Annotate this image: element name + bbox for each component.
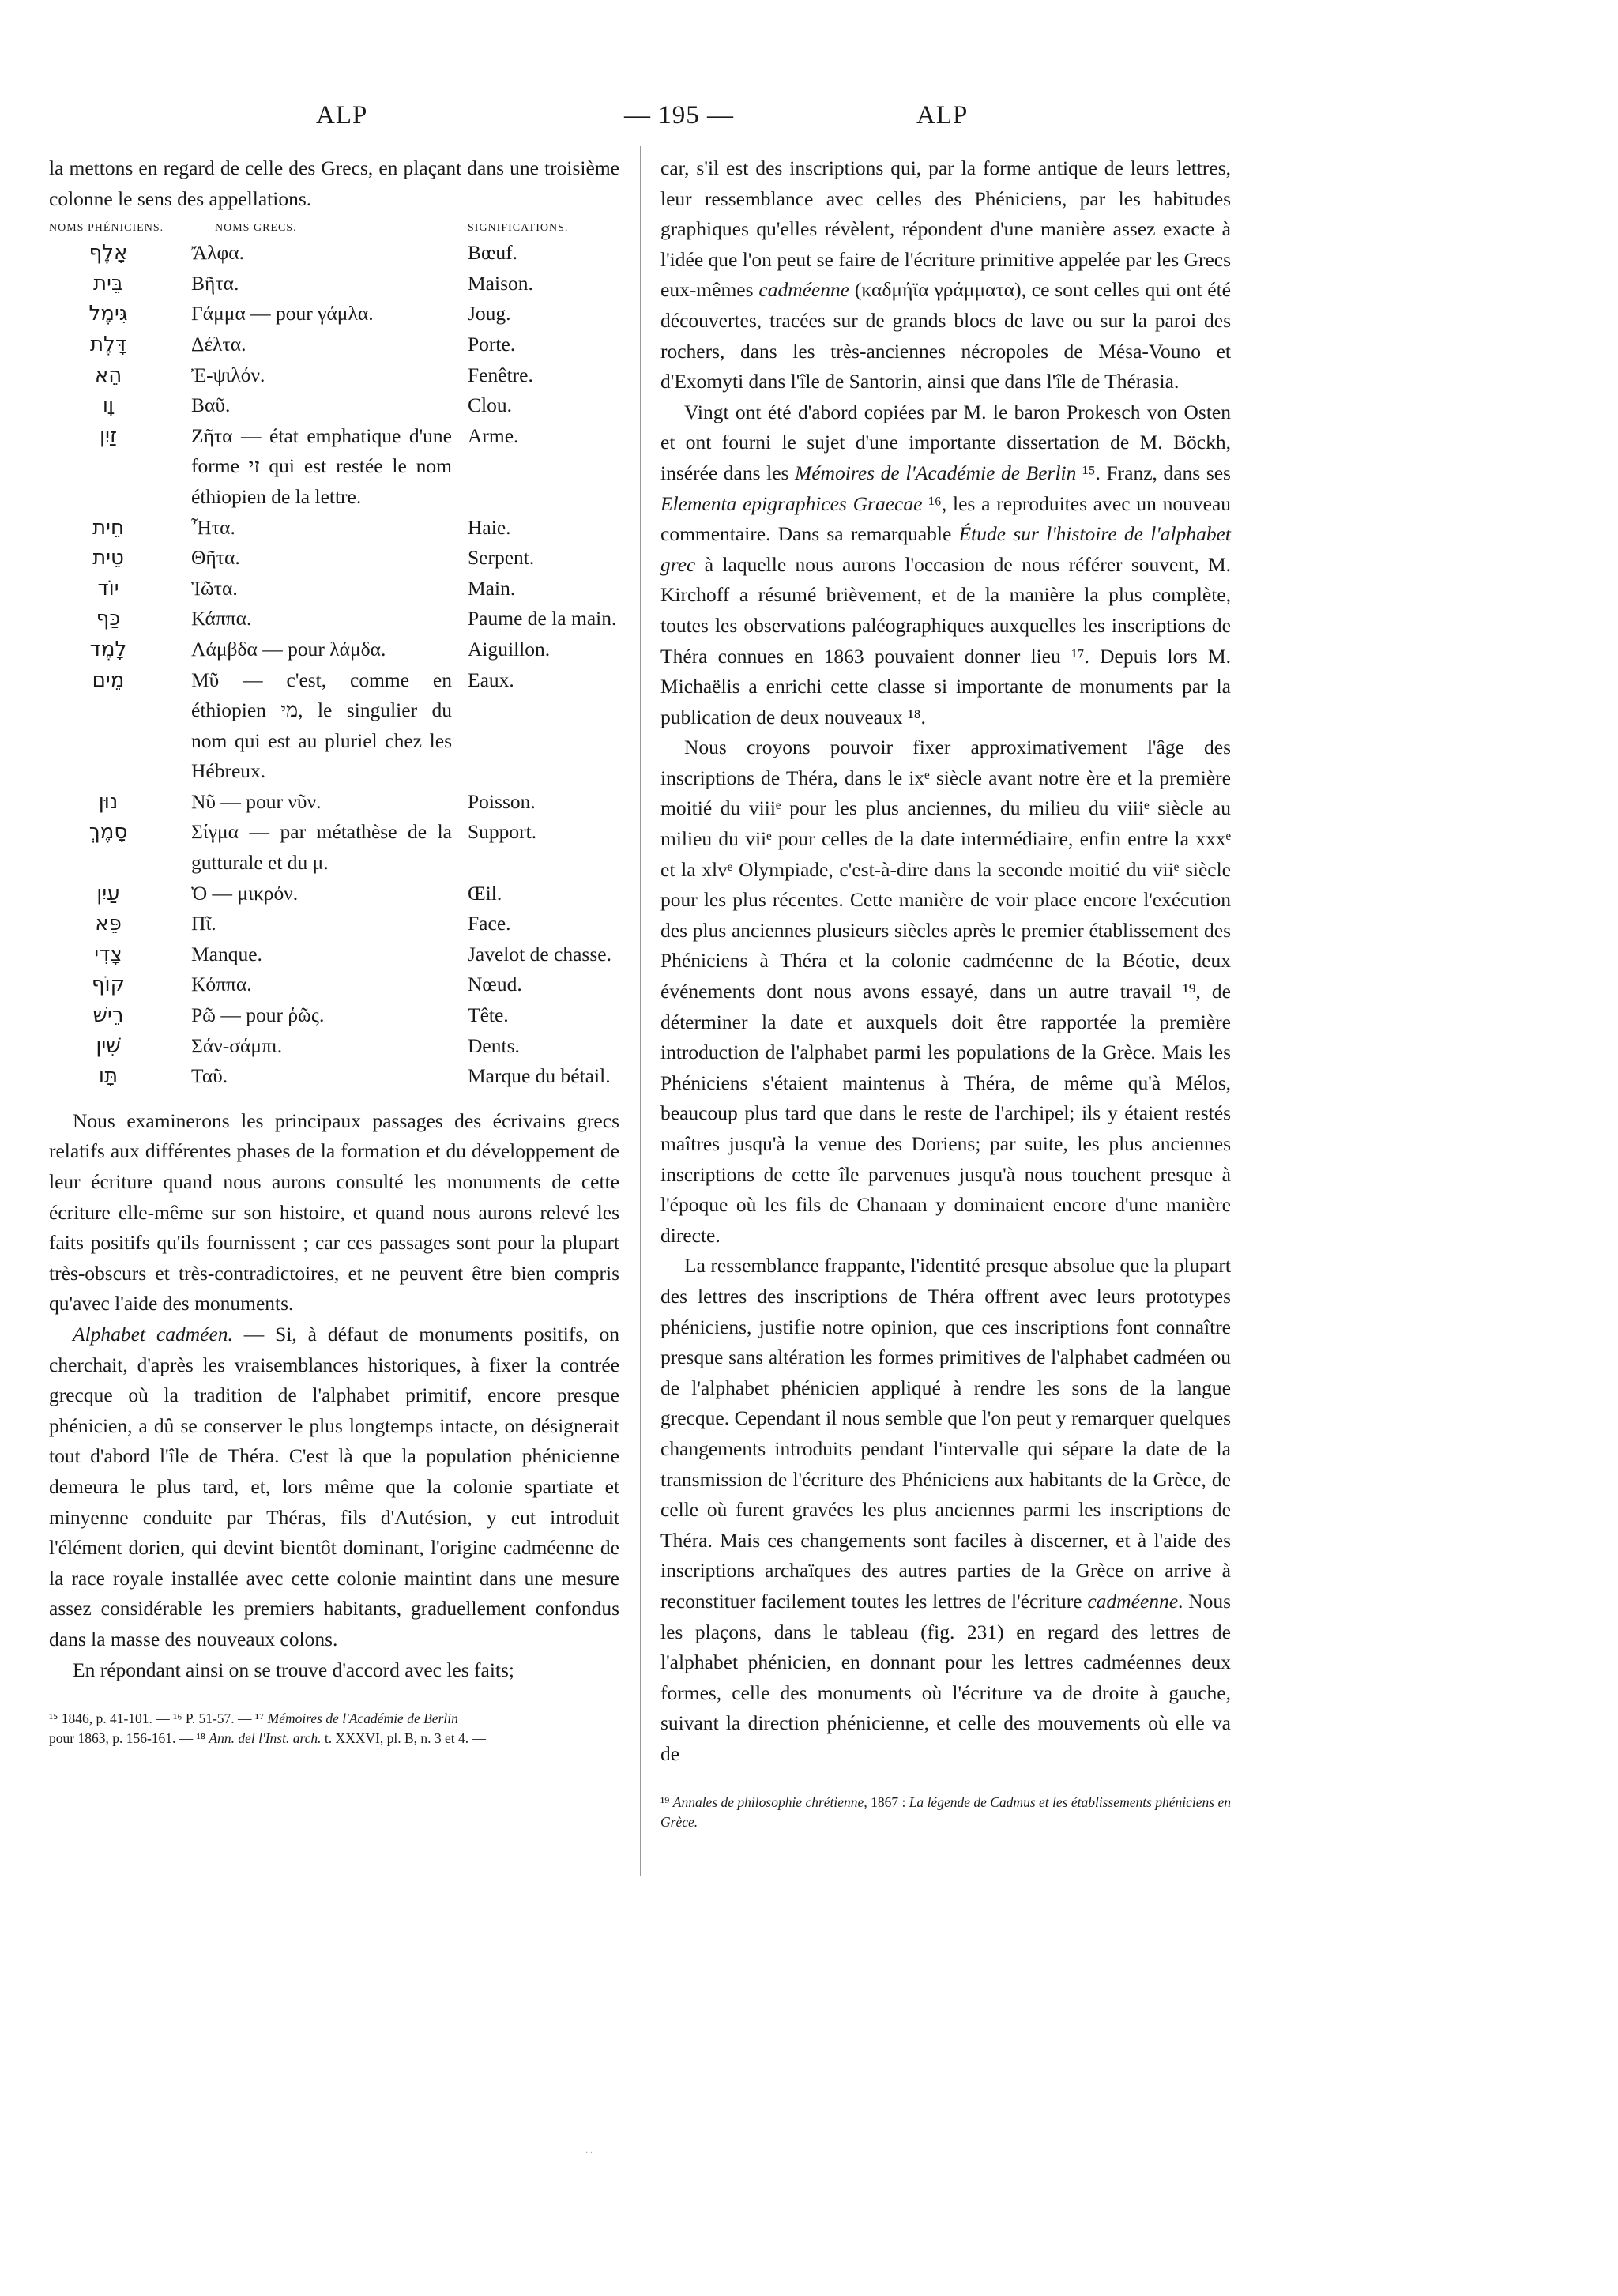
paragraph-ressemblance: La ressemblance frappante, l'identité presque absolue que la plupart des lettres des inscriptions de Théra offrent avec leurs prototypes phéniciens, justifie notre opinion, que ces inscriptions font connaître presque sans altération les formes primitives de l'alphabet cadméen ou de l'alphabet phénicien appliqué à rendre les sons de la langue grecque. Cependant il nous semble que l'on peut y remarquer quelques changements introduits pendant l'intervalle qui sépare la date de la transmission de l'écriture des Phéniciens aux habitants de la Grèce, de celle où furent gravées les plus anciennes parmi les inscriptions de Théra. Mais ces changements sont faciles à discerner, et à l'aide des inscriptions archaïques des autres parties de la Grèce on arrive à reconstituer facilement toutes les lettres de l'écriture cadméenne. Nous les plaçons, dans le tableau (fig. 231) en regard des lettres de l'alphabet phénicien, en donnant pour les lettres cadméennes deux formes, celle des monuments où l'écriture va de droite à gauche, suivant la direction phénicienne, et celle des mouvements où elle va de bbox=[660, 1254, 1232, 1765]
table-row bbox=[49, 1061, 619, 1092]
greek-name: Σάν-σάμπι. bbox=[191, 1033, 283, 1057]
paragraph-car-sil: car, s'il est des inscriptions qui, par la forme antique de leurs lettres, leur ressemblance avec celles des Phéniciens, par les habitudes graphiques qu'elles révèlent, répondent d'une manière assez exacte à l'idée que l'on peut se faire de l'écriture primitive appelée par les Grecs eux-mêmes cadméenne (καδμήϊα γράμματα), ce sont celles qui ont été découvertes, tracées sur de grands blocs de lave ou sur la paroi des rochers, dans les très-anciennes nécropoles de Mésa-Vouno et d'Exomyti dans l'île de Santorin, ainsi que dans l'île de Thérasia. bbox=[660, 156, 1231, 393]
meaning: Maison. bbox=[468, 271, 533, 295]
column-divider bbox=[640, 146, 641, 1876]
meaning: Arme. bbox=[468, 423, 519, 447]
greek-name: Manque. bbox=[191, 942, 262, 965]
table-row bbox=[49, 574, 619, 604]
phoenician-name: נוּן bbox=[98, 789, 119, 814]
table-row bbox=[49, 969, 619, 1000]
meaning: Javelot de chasse. bbox=[468, 942, 611, 965]
table-row bbox=[49, 421, 619, 513]
greek-name: Θῆτα. bbox=[191, 546, 240, 570]
meaning: Main. bbox=[468, 576, 516, 600]
greek-name: Ἄλφα. bbox=[191, 241, 244, 265]
meaning: Aiguillon. bbox=[468, 637, 551, 661]
header-meaning: SIGNIFICATIONS. bbox=[468, 222, 569, 235]
phoenician-name: וָו bbox=[102, 393, 115, 418]
phoenician-name: סָמֶךְ bbox=[88, 820, 128, 845]
header-greek: NOMS GRECS. bbox=[215, 222, 297, 235]
running-head-left: ALP bbox=[316, 101, 368, 130]
page-number: — 195 — bbox=[624, 101, 734, 130]
greek-name: Βῆτα. bbox=[191, 271, 239, 295]
greek-name: Μῦ — c'est, comme en éthiopien מי, le singulier du nom qui est au pluriel chez les Hébreux. bbox=[191, 668, 453, 783]
table-row bbox=[49, 238, 619, 269]
phoenician-name: יוֹד bbox=[97, 576, 119, 600]
phoenician-name: בֵּית bbox=[93, 271, 123, 295]
paragraph-alphabet-cadmeen: Alphabet cadméen. — Si, à défaut de monuments positifs, on cherchait, d'après les vraisemblances historiques, à fixer la contrée grecque où la tradition de l'alphabet primitif, encore presque phénicien, a dû se conserver le plus longtemps intacte, on désignerait tout d'abord l'île de Théra. C'est là que la population phénicienne demeura le plus tard, et, lors même que la colonie spartiate et minyenne conduite par Théras, fils d'Autésion, y eut introduit l'élément dorien, qui devint bientôt dominant, l'origine cadméenne de la race royale installée avec cette colonie maintint dans une mesure assez considérable les premiers habitants, graduellement confondus dans la masse des nouveaux colons. bbox=[49, 1322, 619, 1650]
meaning: Clou. bbox=[468, 393, 512, 417]
meaning: Tête. bbox=[468, 1003, 509, 1027]
phoenician-name: קוֹף bbox=[91, 973, 126, 997]
alphabet-table bbox=[49, 222, 619, 1092]
phoenician-name: רֵישׁ bbox=[92, 1003, 124, 1028]
table-row bbox=[49, 665, 619, 787]
table-row bbox=[49, 513, 619, 544]
intro-paragraph: la mettons en regard de celle des Grecs, en plaçant dans une troisième colonne le sens des appellations. bbox=[49, 156, 619, 210]
footnote-19: ¹⁹ Annales de philosophie chrétienne, 1867 : La légende de Cadmus et les établissements phéniciens en Grèce. bbox=[660, 1794, 1232, 1831]
meaning: Paume de la main. bbox=[468, 607, 617, 630]
greek-name: Ζῆτα — état emphatique d'une forme זי qui est restée le nom éthiopien de la lettre. bbox=[191, 423, 453, 508]
greek-name: Λάμβδα — pour λάμδα. bbox=[191, 637, 386, 661]
greek-name: Ταῦ. bbox=[191, 1064, 228, 1088]
table-row bbox=[49, 939, 619, 970]
meaning: Face. bbox=[468, 912, 511, 935]
table-row bbox=[49, 604, 619, 634]
meaning: Joug. bbox=[468, 302, 511, 326]
meaning: Eaux. bbox=[468, 668, 514, 691]
paragraph-vingt: Vingt ont été d'abord copiées par M. le baron Prokesch von Osten et ont fourni le sujet d'une importante dissertation de M. Böckh, insérée dans les Mémoires de l'Académie de Berlin ¹⁵. Franz, dans ses Elementa epigraphices Graecae ¹⁶, les a reproduites avec un nouveau commentaire. Dans sa remarquable Étude sur l'histoire de l'alphabet grec à laquelle nous aurons l'occasion de nous référer souvent, M. Kirchoff a résumé brièvement, et de la manière la plus complète, toutes les observations paléographiques auxquelles les inscriptions de Théra connues en 1863 pouvaient donner lieu ¹⁷. Depuis lors M. Michaëlis a enrichi cette classe si importante de monuments par la publication de deux nouveaux ¹⁸. bbox=[660, 400, 1232, 728]
table-row bbox=[49, 909, 619, 939]
phoenician-name: אָלֶף bbox=[88, 241, 128, 265]
phoenician-name: צָדִי bbox=[94, 942, 122, 966]
paragraph-en-repondant: En répondant ainsi on se trouve d'accord avec les faits; bbox=[73, 1658, 515, 1681]
greek-name: Ὀ — μικρόν. bbox=[191, 881, 299, 905]
table-row bbox=[49, 360, 619, 391]
greek-name: Σίγμα — par métathèse de la gutturale et du μ. bbox=[191, 820, 452, 875]
stray-mark: · · bbox=[585, 2149, 593, 2158]
greek-name: Ἰῶτα. bbox=[191, 576, 238, 600]
greek-name: Βαῦ. bbox=[191, 393, 231, 417]
section-title-alphabet-cadmeen: Alphabet cadméen. bbox=[73, 1322, 233, 1346]
phoenician-name: הֵא bbox=[94, 363, 122, 387]
meaning: Nœud. bbox=[468, 973, 522, 996]
footnotes-left bbox=[49, 1709, 619, 1748]
table-row bbox=[49, 1000, 619, 1031]
meaning: Fenêtre. bbox=[468, 363, 533, 386]
greek-name: Πῖ. bbox=[191, 912, 216, 935]
phoenician-name: זַיִן bbox=[100, 423, 117, 448]
left-column bbox=[49, 153, 619, 1748]
greek-name: Δέλτα. bbox=[191, 332, 246, 356]
phoenician-name: טֵית bbox=[92, 546, 124, 570]
greek-name: Κόππα. bbox=[191, 973, 252, 996]
phoenician-name: חֵית bbox=[92, 515, 124, 540]
table-row bbox=[49, 879, 619, 909]
paragraph-nous-croyons: Nous croyons pouvoir fixer approximativement l'âge des inscriptions de Théra, dans le ixᵉ siècle avant notre ère et la première moitié du viiiᵉ pour les plus anciennes, du milieu du viiiᵉ siècle au milieu du viiᵉ pour celles de la date intermédiaire, enfin entre la xxxᵉ et la xlvᵉ Olympiade, c'est-à-dire dans la seconde moitié du viiᵉ siècle pour les plus récentes. Cette manière de voir place encore l'exécution des plus anciennes plusieurs siècles après le premier établissement des Phéniciens à Théra et la colonie cadméenne de la Béotie, deux événements dont nous avons essayé, dans un autre travail ¹⁹, de déterminer la date et auxquels doit être rapportée la première introduction de l'alphabet parmi les populations de la Grèce. Mais les Phéniciens s'étaient maintenus à Théra, de même qu'à Mélos, beaucoup plus tard que dans le reste de l'archipel; ils y étaient restés maîtres jusqu'à la venue des Doriens; par suite, les plus anciennes inscriptions de cette île parvenues jusqu'à nous touchent presque à l'époque où les fils de Chanaan y dominaient encore d'une manière directe. bbox=[660, 736, 1231, 1247]
greek-name: Ἦτα. bbox=[191, 515, 235, 539]
phoenician-name: גִּימֶל bbox=[88, 302, 128, 326]
phoenician-name: תָּו bbox=[98, 1064, 119, 1089]
table-row bbox=[49, 329, 619, 360]
meaning: Marque du bétail. bbox=[468, 1064, 611, 1088]
paragraph-examinerons: Nous examinerons les principaux passages des écrivains grecs relatifs aux différentes phases de la formation et du développement de leur écriture quand nous aurons consulté les monuments de cette écriture elle-même sur son histoire, et quand nous aurons relevé les faits positifs qu'ils fournissent ; car ces passages sont pour la plupart très-obscurs et très-contradictoires, et ne peuvent être bien compris qu'avec l'aide des monuments. bbox=[49, 1108, 619, 1315]
meaning: Œil. bbox=[468, 881, 502, 905]
header-phoenician: NOMS PHÉNICIENS. bbox=[49, 222, 164, 235]
phoenician-name: שִׁין bbox=[96, 1033, 121, 1058]
greek-name: Νῦ — pour νῦν. bbox=[191, 789, 322, 813]
phoenician-name: פֵּא bbox=[95, 912, 122, 936]
table-row bbox=[49, 1031, 619, 1062]
footnote-line-2: pour 1863, p. 156-161. — ¹⁸ Ann. del l'Inst. arch. t. XXXVI, pl. B, n. 3 et 4. — bbox=[49, 1730, 487, 1747]
meaning: Porte. bbox=[468, 332, 516, 356]
table-row bbox=[49, 634, 619, 665]
phoenician-name: מֵים bbox=[92, 668, 125, 692]
running-head-right: ALP bbox=[916, 101, 969, 130]
meaning: Serpent. bbox=[468, 546, 535, 570]
footnote-line-1: ¹⁵ 1846, p. 41-101. — ¹⁶ P. 51-57. — ¹⁷ Mémoires de l'Académie de Berlin bbox=[49, 1711, 458, 1727]
meaning: Support. bbox=[468, 820, 537, 844]
phoenician-name: כַּף bbox=[96, 607, 121, 631]
greek-name: Ρῶ — pour ῥῶς. bbox=[191, 1003, 325, 1027]
table-row bbox=[49, 787, 619, 818]
greek-name: Γάμμα — pour γάμλα. bbox=[191, 302, 374, 326]
phoenician-name: עַיִן bbox=[96, 881, 120, 905]
table-row bbox=[49, 817, 619, 878]
meaning: Haie. bbox=[468, 515, 511, 539]
meaning: Poisson. bbox=[468, 789, 536, 813]
right-column bbox=[660, 153, 1231, 1832]
table-row bbox=[49, 299, 619, 329]
phoenician-name: לָמֶד bbox=[89, 637, 127, 661]
table-row bbox=[49, 390, 619, 421]
table-row bbox=[49, 269, 619, 299]
footnotes-right bbox=[660, 1793, 1231, 1832]
meaning: Dents. bbox=[468, 1033, 520, 1057]
greek-name: Ἐ-ψιλόν. bbox=[191, 363, 265, 386]
phoenician-name: דָּלֶת bbox=[89, 332, 127, 356]
greek-name: Κάππα. bbox=[191, 607, 252, 630]
meaning: Bœuf. bbox=[468, 241, 518, 265]
table-row bbox=[49, 543, 619, 574]
